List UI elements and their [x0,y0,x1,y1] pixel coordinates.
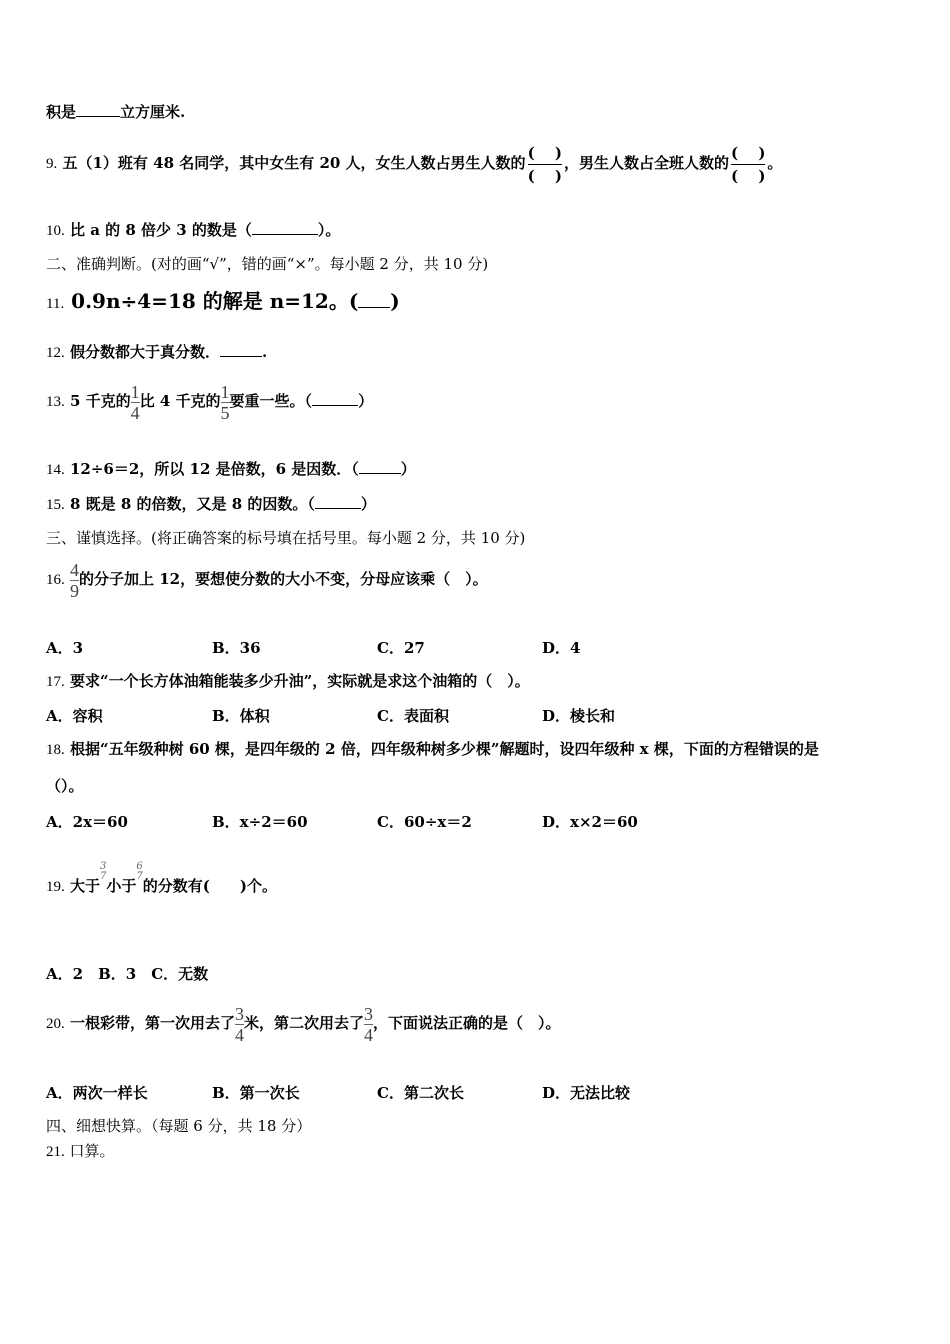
q20-frac1-denominator: 4 [235,1024,244,1045]
section-2-heading: 二、准确判断。(对的画“√”，错的画“×”。每小题 2 分，共 10 分) [46,255,489,273]
q16-text: 的分子加上 12，要想使分数的大小不变，分母应该乘（ ）。 [78,570,488,588]
q9-number: 9. [46,156,58,172]
q19-number: 19. [46,879,65,895]
q13-fraction-1 [131,383,140,422]
q10-text-post: ）。 [317,221,341,239]
q20-number: 20. [46,1016,65,1032]
q15-text: 8 既是 8 的倍数，又是 8 的因数。（ [69,495,315,513]
q18-text-continued: （）。 [46,777,84,795]
q16-option-d[interactable]: D．4 [542,639,581,657]
question-19 [46,861,277,897]
q8-tail [46,102,185,122]
question-10 [46,220,340,241]
question-13 [46,376,373,426]
q14-answer-blank[interactable] [359,459,401,474]
q16-number: 16. [46,572,65,588]
question-15 [46,494,376,515]
q9-text-2: ，男生人数占全班人数的 [563,154,729,172]
q18-text: 根据“五年级种树 60 棵，是四年级的 2 倍，四年级种树多少棵”解题时，设四年级种 x 棵，下面的方程错误的是 [69,740,819,758]
q13-number: 13. [46,394,65,410]
q20-option-c[interactable]: C．第二次长 [377,1084,464,1102]
q11-text: 0.9n÷4=18 的解是 n=12。( [71,289,359,313]
q20-option-a[interactable]: A．两次一样长 [46,1084,148,1102]
q11-number: 11. [46,296,65,312]
q20-frac2-denominator: 4 [364,1024,374,1045]
q17-option-b[interactable]: B．体积 [212,707,270,725]
q9-frac1-numerator: ( ) [527,143,562,162]
q9-frac1-denominator: ( ) [527,166,562,185]
q14-text-post: ） [400,460,416,478]
q17-option-c[interactable]: C．表面积 [377,707,449,725]
q17-option-a[interactable]: A．容积 [46,707,103,725]
q19-text-3: 的分数有( )个。 [142,877,277,895]
q19-frac2-denominator: 7 [136,871,143,882]
q8-answer-blank[interactable] [76,102,120,117]
q19-frac2-numerator: 6 [136,861,143,872]
section-3-heading: 三、谨慎选择。(将正确答案的标号填在括号里。每小题 2 分，共 10 分) [46,529,526,547]
q19-frac1-numerator: 3 [100,861,107,872]
question-18 [46,739,819,760]
q11-text-post: ) [390,289,400,313]
q15-text-post: ） [360,495,376,513]
q16-option-c[interactable]: C．27 [377,639,425,657]
q20-text-1: 一根彩带，第一次用去了 [69,1014,235,1032]
q19-frac1-denominator: 7 [100,871,107,882]
q9-fraction-1[interactable] [528,144,562,185]
question-12 [46,342,267,363]
q14-text: 12÷6＝2，所以 12 是倍数，6 是因数．（ [69,460,359,478]
q20-frac1-numerator: 3 [235,1003,244,1024]
q18-option-b[interactable]: B．x÷2＝60 [212,813,308,831]
q8-text-post: 立方厘米. [120,103,186,121]
q13-text-post: ） [358,392,374,410]
q15-answer-blank[interactable] [315,494,361,509]
q8-text-pre: 积是 [46,103,77,121]
q13-frac1-numerator: 1 [130,381,140,402]
q18-number: 18. [46,742,65,758]
q13-frac2-numerator: 1 [220,381,230,402]
q18-option-a[interactable]: A．2x＝60 [46,813,128,831]
q15-number: 15. [46,497,65,513]
q20-fraction-2 [364,1005,373,1044]
question-14 [46,459,416,480]
q12-answer-blank[interactable] [220,342,262,357]
q13-answer-blank[interactable] [312,391,358,406]
question-17 [46,671,530,692]
q16-option-a[interactable]: A．3 [46,639,84,657]
q20-text-3: ，下面说法正确的是（ ）。 [373,1014,561,1032]
q9-frac2-numerator: ( ) [731,143,766,162]
q21-text: 口算。 [69,1142,115,1160]
q12-text: 假分数都大于真分数． [69,343,220,361]
q10-answer-blank[interactable] [252,220,318,235]
q21-number: 21. [46,1144,65,1160]
q19-text-2: 小于 [106,877,137,895]
q18-option-d[interactable]: D．x×2＝60 [542,813,638,831]
q17-text: 要求“一个长方体油箱能装多少升油”，实际就是求这个油箱的（ ）。 [69,672,530,690]
q13-text-1: 5 千克的 [69,392,131,410]
q10-number: 10. [46,223,65,239]
q19-options[interactable]: A．2 B．3 C．无数 [46,965,209,983]
q18-option-c[interactable]: C．60÷x＝2 [377,813,472,831]
q13-text-2: 比 4 千克的 [139,392,221,410]
question-20 [46,998,561,1048]
q13-frac1-denominator: 4 [130,402,140,423]
q10-text: 比 a 的 8 倍少 3 的数是（ [69,221,252,239]
q9-text-1: 五（1）班有 48 名同学，其中女生有 20 人，女生人数占男生人数的 [62,154,526,172]
q11-answer-blank[interactable] [358,289,390,308]
question-16 [46,554,488,604]
q16-option-b[interactable]: B．36 [212,639,261,657]
q20-fraction-1 [235,1005,244,1044]
section-4-heading: 四、细想快算。（每题 6 分，共 18 分） [46,1117,312,1135]
q20-text-2: 米，第二次用去了 [244,1014,365,1032]
q20-frac2-numerator: 3 [364,1003,374,1024]
q16-frac-denominator: 9 [69,580,79,601]
q20-option-d[interactable]: D．无法比较 [542,1084,631,1102]
q17-option-d[interactable]: D．棱长和 [542,707,616,725]
q13-fraction-2 [221,383,230,422]
question-9 [46,138,782,188]
q12-text-post: . [262,343,268,361]
q16-fraction [70,561,79,600]
question-21 [46,1141,115,1162]
q9-fraction-2[interactable] [731,144,765,185]
q9-frac2-denominator: ( ) [731,166,766,185]
q9-text-3: 。 [767,154,783,172]
q19-text-1: 大于 [69,877,100,895]
q14-number: 14. [46,462,65,478]
q16-frac-numerator: 4 [69,559,79,580]
q13-text-3: 要重一些。（ [229,392,313,410]
q13-frac2-denominator: 5 [220,402,230,423]
q17-number: 17. [46,674,65,690]
question-11 [46,288,400,317]
q12-number: 12. [46,345,65,361]
q20-option-b[interactable]: B．第一次长 [212,1084,300,1102]
